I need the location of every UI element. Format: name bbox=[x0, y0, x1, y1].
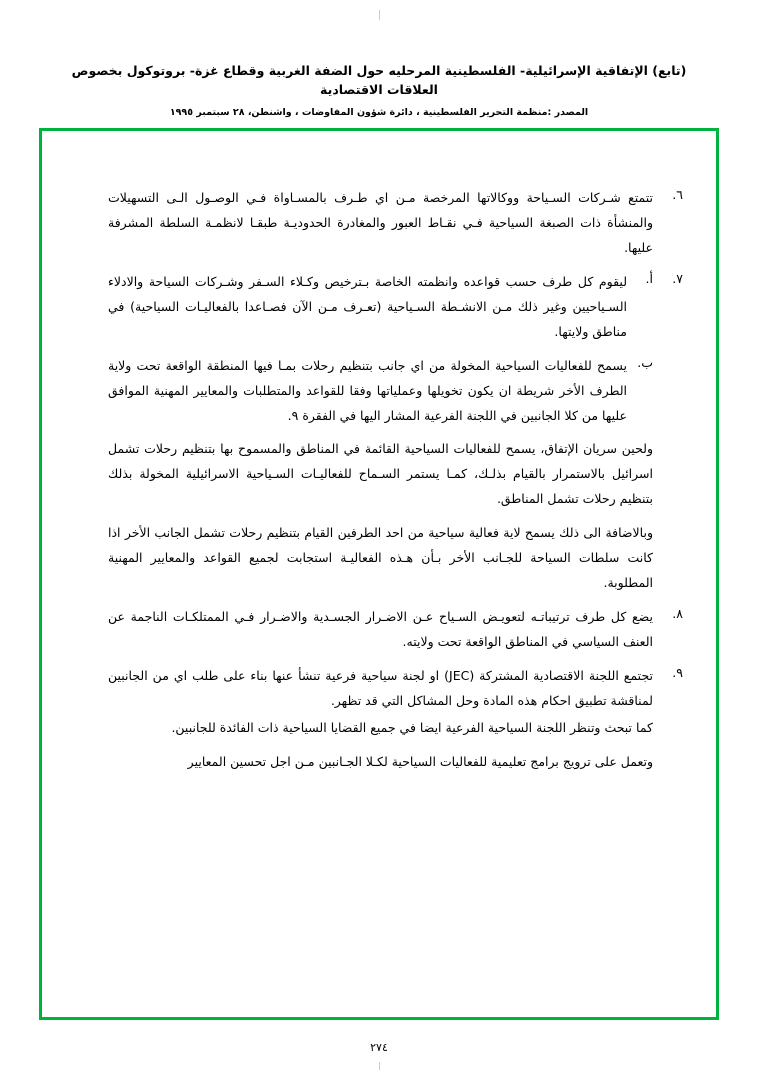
list-item bbox=[108, 604, 683, 654]
list-item-number: ٩. bbox=[672, 665, 683, 680]
list-item-text: يضع كل طرف ترتيباتـه لتعويـض السـياح عـن الاضـرار الجسـدية والاضـرار فـي الممتلكـات الناجمة عن العنف السياسي في المناطق الواقعة تحت ولايته. bbox=[108, 609, 653, 649]
closing-paragraph-group bbox=[108, 715, 653, 774]
page-footer bbox=[0, 1041, 758, 1054]
document-source: المصدر :منظمة التحرير الفلسطينية ، دائرة شؤون المفاوضات ، واشنطن، ٢٨ سبتمبر ١٩٩٥ bbox=[169, 106, 589, 118]
paragraph: وبالاضافة الى ذلك يسمح لاية فعالية سياحية من احد الطرفين القيام بتنظيم رحلات تشمل الجانب الأخر اذا كانت سلطات السياحة للجـانب الأخر بـأن هـذه الفعاليـة استجابت لجميع القواعد والمعايير المهنية المطلوبة. bbox=[108, 525, 653, 590]
document-body bbox=[108, 185, 683, 783]
paragraph: وتعمل على ترويج برامج تعليمية للفعاليات السياحية لكـلا الجـانبين مـن اجل تحسين المعايير bbox=[187, 754, 653, 769]
list-item-number: ٧. bbox=[672, 271, 683, 286]
page-header bbox=[0, 62, 758, 118]
list-item-sub-label: ب. bbox=[637, 355, 653, 370]
paragraph-group bbox=[108, 436, 653, 595]
document-title: (تابع) الإتفاقية الإسرائيلية- الفلسطينية المرحليه حول الضفة الغربية وقطاع غزة- بروتوكول بخصوص العلاقات الاقتصادية bbox=[71, 63, 687, 97]
paragraph: ولحين سريان الإتفاق، يسمح للفعاليات السياحية القائمة في المناطق والمسموح بها بتنظيم رحلات تشمل اسرائيل بالاستمرار بالقيام بذلـك، كمـا يستمر السـماح للفعاليـات السـياحية الاسرائيلية المخولة بذلك بتنظيم رحلات تشمل المناطق. bbox=[108, 441, 653, 506]
list-item-sub-label: أ. bbox=[645, 271, 653, 286]
list-item-text: ليقوم كل طرف حسب قواعده وانظمته الخاصة بـترخيص وكـلاء السـفر وشـركات السياحة والادلاء السـياحيين وغير ذلك مـن الانشـطة السـياحية (تعـرف مـن الآن فصـاعدا بالفعاليـات السياحية) في مناطق ولايتها. bbox=[108, 274, 627, 339]
crop-mark-bottom bbox=[379, 1062, 380, 1070]
list-item-text: تجتمع اللجنة الاقتصادية المشتركة (JEC) او لجنة سياحية فرعية تنشأ عنها بناء على طلب اي من الجانبين لمناقشة تطبيق احكام هذه المادة وحل المشاكل التي قد تظهر. bbox=[108, 668, 653, 708]
list-item bbox=[108, 663, 683, 713]
list-item-text: تتمتع شـركات السـياحة ووكالاتها المرخصة مـن اي طـرف بالمسـاواة فـي الوصـول الـى التسهيلات والمنشأة ذات الصبغة السياحية فـي نقـاط العبور والمغادرة الحدوديـة طبقـا لانظمـة السلطة المشرفة عليها. bbox=[108, 190, 653, 255]
list-item bbox=[108, 185, 683, 260]
page-number: ٢٧٤ bbox=[370, 1041, 388, 1054]
list-item-sub bbox=[108, 353, 653, 428]
list-item-number: ٦. bbox=[672, 187, 683, 202]
list-item-number: ٨. bbox=[672, 606, 683, 621]
list-item bbox=[108, 269, 683, 344]
crop-mark-top bbox=[379, 10, 380, 20]
paragraph: كما تبحث وتنظر اللجنة السياحية الفرعية ايضا في جميع القضايا السياحية ذات الفائدة للجانبين. bbox=[171, 720, 653, 735]
list-item-sub-text: يسمح للفعاليات السياحية المخولة من اي جانب بتنظيم رحلات بمـا فيها المنطقة الواقعة تحت ولاية الطرف الأخر شريطة ان يكون تخويلها وعملياتها وفقا للقواعد والمتطلبات والمعايير المهنية الموافق عليها من كلا الجانبين في اللجنة الفرعية المشار اليها في الفقرة ٩. bbox=[108, 358, 627, 423]
